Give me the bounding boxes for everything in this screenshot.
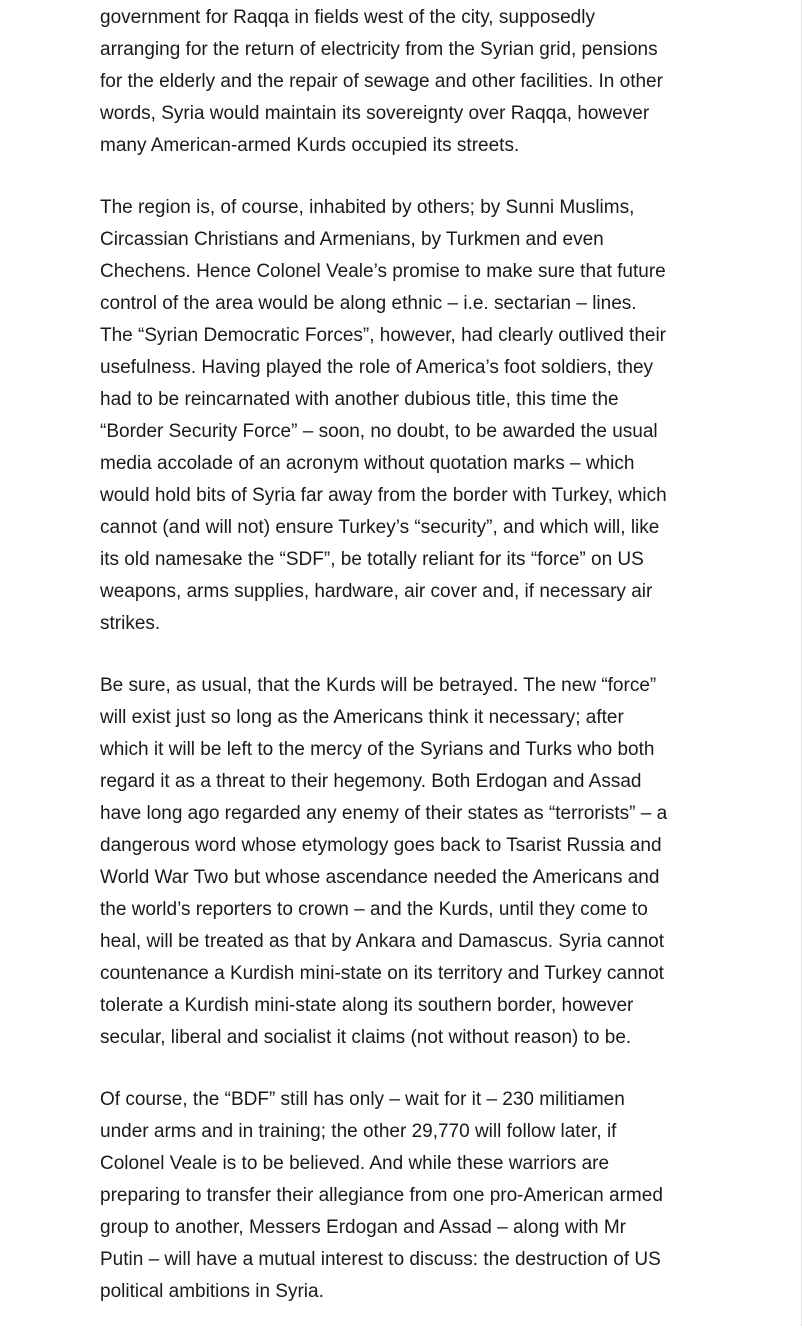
text-line: will exist just so long as the Americans think it necessary; after bbox=[100, 707, 624, 728]
text-line: which it will be left to the mercy of the Syrians and Turks who both bbox=[100, 739, 655, 760]
text-line: preparing to transfer their allegiance from one pro-American armed bbox=[100, 1185, 663, 1206]
text-line: The region is, of course, inhabited by others; by Sunni Muslims, bbox=[100, 197, 635, 218]
text-line: words, Syria would maintain its sovereignty over Raqqa, however bbox=[100, 103, 650, 124]
text-line: The “Syrian Democratic Forces”, however, had clearly outlived their bbox=[100, 325, 667, 346]
text-line: control of the area would be along ethnic – i.e. sectarian – lines. bbox=[100, 293, 637, 314]
text-line: many American-armed Kurds occupied its streets. bbox=[100, 135, 520, 156]
text-line: have long ago regarded any enemy of their states as “terrorists” – a bbox=[100, 803, 668, 824]
text-line: “Border Security Force” – soon, no doubt, to be awarded the usual bbox=[100, 421, 658, 442]
article-body bbox=[100, 2, 740, 1338]
text-line: under arms and in training; the other 29,770 will follow later, if bbox=[100, 1121, 617, 1142]
text-line: regard it as a threat to their hegemony. Both Erdogan and Assad bbox=[100, 771, 642, 792]
text-line: weapons, arms supplies, hardware, air cover and, if necessary air bbox=[100, 581, 653, 602]
text-line: secular, liberal and socialist it claims (not without reason) to be. bbox=[100, 1027, 632, 1048]
text-line: countenance a Kurdish mini-state on its territory and Turkey cannot bbox=[100, 963, 664, 984]
text-line: usefulness. Having played the role of America’s foot soldiers, they bbox=[100, 357, 654, 378]
paragraph bbox=[100, 2, 740, 162]
text-line: World War Two but whose ascendance needed the Americans and bbox=[100, 867, 660, 888]
text-line: arranging for the return of electricity from the Syrian grid, pensions bbox=[100, 39, 658, 60]
text-line: political ambitions in Syria. bbox=[100, 1281, 324, 1302]
text-line: cannot (and will not) ensure Turkey’s “security”, and which will, like bbox=[100, 517, 660, 538]
text-line: the world’s reporters to crown – and the Kurds, until they come to bbox=[100, 899, 648, 920]
text-line: group to another, Messers Erdogan and Assad – along with Mr bbox=[100, 1217, 626, 1238]
text-line: strikes. bbox=[100, 613, 161, 634]
text-line: dangerous word whose etymology goes back to Tsarist Russia and bbox=[100, 835, 662, 856]
text-line: would hold bits of Syria far away from the border with Turkey, which bbox=[100, 485, 667, 506]
text-line: Chechens. Hence Colonel Veale’s promise to make sure that future bbox=[100, 261, 666, 282]
text-line: Colonel Veale is to be believed. And while these warriors are bbox=[100, 1153, 610, 1174]
text-line: Be sure, as usual, that the Kurds will be betrayed. The new “force” bbox=[100, 675, 657, 696]
text-line: its old namesake the “SDF”, be totally reliant for its “force” on US bbox=[100, 549, 644, 570]
text-line: heal, will be treated as that by Ankara and Damascus. Syria cannot bbox=[100, 931, 664, 952]
paragraph bbox=[100, 670, 740, 1054]
text-line: had to be reincarnated with another dubious title, this time the bbox=[100, 389, 619, 410]
text-line: tolerate a Kurdish mini-state along its southern border, however bbox=[100, 995, 634, 1016]
text-line: Of course, the “BDF” still has only – wait for it – 230 militiamen bbox=[100, 1089, 625, 1110]
text-line: government for Raqqa in fields west of the city, supposedly bbox=[100, 7, 595, 28]
text-line: Circassian Christians and Armenians, by Turkmen and even bbox=[100, 229, 604, 250]
text-line: Putin – will have a mutual interest to discuss: the destruction of US bbox=[100, 1249, 661, 1270]
paragraph bbox=[100, 1084, 740, 1308]
text-line: media accolade of an acronym without quotation marks – which bbox=[100, 453, 635, 474]
text-line: for the elderly and the repair of sewage and other facilities. In other bbox=[100, 71, 663, 92]
paragraph bbox=[100, 192, 740, 640]
